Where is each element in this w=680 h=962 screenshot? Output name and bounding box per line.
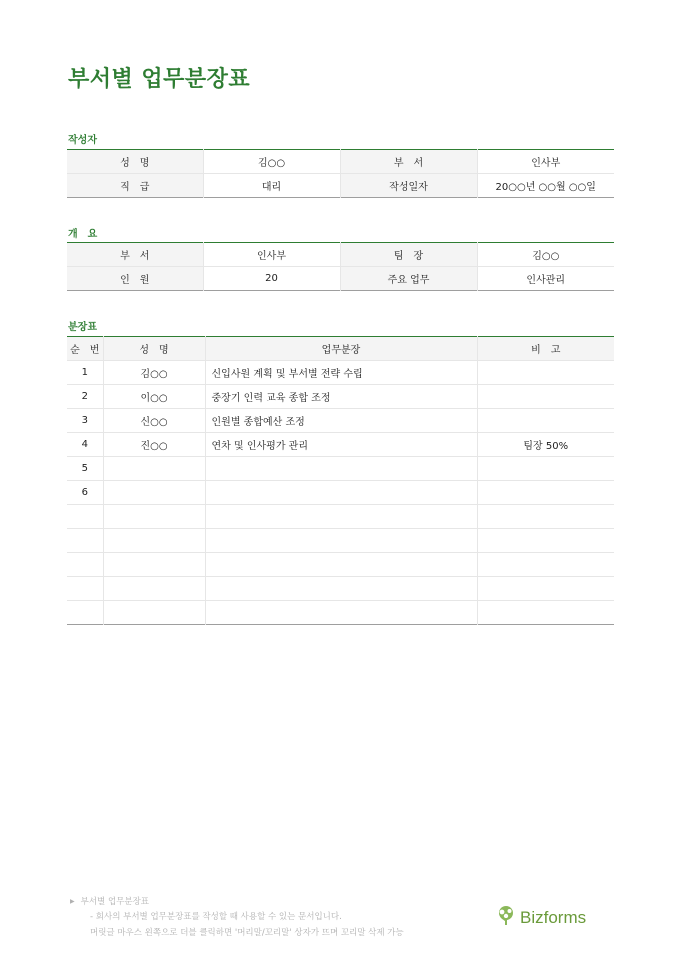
footer-hint: 머릿글 마우스 왼쪽으로 더블 클릭하면 '머리말/꼬리말' 상자가 뜨며 꼬리말 삭제 가능	[90, 928, 404, 938]
name-cell[interactable]: 김○○	[103, 361, 205, 385]
table-row	[67, 361, 614, 385]
overview-section-label: 개 요	[68, 229, 98, 240]
name-cell[interactable]	[103, 481, 205, 505]
seq-cell[interactable]: 4	[67, 433, 103, 457]
date-label: 작성일자	[340, 174, 477, 198]
team-leader-label: 팀 장	[340, 243, 477, 267]
note-cell[interactable]	[477, 553, 614, 577]
headcount-value[interactable]: 20	[203, 267, 340, 291]
header-name: 성 명	[103, 337, 205, 361]
overview-table	[67, 242, 614, 291]
note-cell[interactable]	[477, 409, 614, 433]
seq-cell[interactable]	[67, 601, 103, 625]
duty-cell[interactable]	[205, 553, 477, 577]
name-cell[interactable]	[103, 505, 205, 529]
seq-cell[interactable]: 1	[67, 361, 103, 385]
bizforms-logo[interactable]	[497, 906, 586, 930]
seq-cell[interactable]: 3	[67, 409, 103, 433]
rank-value[interactable]: 대리	[203, 174, 340, 198]
header-duty: 업무분장	[205, 337, 477, 361]
main-duty-value[interactable]: 인사관리	[477, 267, 614, 291]
overview-row	[67, 267, 614, 291]
note-cell[interactable]	[477, 457, 614, 481]
duty-cell[interactable]: 중장기 인력 교육 종합 조정	[205, 385, 477, 409]
duty-cell[interactable]	[205, 481, 477, 505]
duty-cell[interactable]	[205, 457, 477, 481]
note-cell[interactable]	[477, 601, 614, 625]
name-cell[interactable]: 진○○	[103, 433, 205, 457]
duty-cell[interactable]: 연차 및 인사평가 관리	[205, 433, 477, 457]
footer-title	[70, 895, 149, 907]
name-cell[interactable]	[103, 457, 205, 481]
table-row	[67, 433, 614, 457]
author-row	[67, 150, 614, 174]
date-value[interactable]: 20○○년 ○○월 ○○일	[477, 174, 614, 198]
name-cell[interactable]: 신○○	[103, 409, 205, 433]
author-section-label: 작성자	[68, 135, 97, 146]
overview-row	[67, 243, 614, 267]
seq-cell[interactable]	[67, 529, 103, 553]
table-row	[67, 409, 614, 433]
duty-cell[interactable]	[205, 601, 477, 625]
name-label: 성 명	[67, 150, 203, 174]
name-cell[interactable]	[103, 577, 205, 601]
duty-section-label: 분장표	[68, 322, 97, 333]
header-seq: 순 번	[67, 337, 103, 361]
duty-table	[67, 336, 614, 625]
note-cell[interactable]	[477, 385, 614, 409]
main-duty-label: 주요 업무	[340, 267, 477, 291]
table-row	[67, 553, 614, 577]
note-cell[interactable]	[477, 577, 614, 601]
note-cell[interactable]	[477, 361, 614, 385]
table-row	[67, 577, 614, 601]
headcount-label: 인 원	[67, 267, 203, 291]
seq-cell[interactable]	[67, 577, 103, 601]
seq-cell[interactable]: 5	[67, 457, 103, 481]
note-cell[interactable]	[477, 505, 614, 529]
department-label: 부 서	[340, 150, 477, 174]
name-value[interactable]: 김○○	[203, 150, 340, 174]
note-cell[interactable]	[477, 529, 614, 553]
table-row	[67, 481, 614, 505]
duty-cell[interactable]	[205, 529, 477, 553]
page-title: 부서별 업무분장표	[68, 67, 251, 92]
footer-description: - 회사의 부서별 업무분장표를 작성할 때 사용할 수 있는 문서입니다.	[90, 912, 342, 922]
triangle-bullet-icon: ▶	[70, 898, 75, 905]
department-value[interactable]: 인사부	[477, 150, 614, 174]
team-leader-value[interactable]: 김○○	[477, 243, 614, 267]
logo-text: Bizforms	[520, 908, 587, 927]
duty-header-row	[67, 337, 614, 361]
footer-title-text: 부서별 업무분장표	[80, 897, 150, 907]
duty-cell[interactable]: 신입사원 계획 및 부서별 전략 수립	[205, 361, 477, 385]
name-cell[interactable]	[103, 553, 205, 577]
duty-cell[interactable]: 인원별 종합예산 조정	[205, 409, 477, 433]
seq-cell[interactable]: 6	[67, 481, 103, 505]
duty-cell[interactable]	[205, 577, 477, 601]
table-row	[67, 385, 614, 409]
rank-label: 직 급	[67, 174, 203, 198]
table-row	[67, 457, 614, 481]
author-table	[67, 149, 614, 198]
duty-cell[interactable]	[205, 505, 477, 529]
note-cell[interactable]: 팀장 50%	[477, 433, 614, 457]
seq-cell[interactable]: 2	[67, 385, 103, 409]
name-cell[interactable]: 이○○	[103, 385, 205, 409]
table-row	[67, 505, 614, 529]
table-row	[67, 601, 614, 625]
name-cell[interactable]	[103, 529, 205, 553]
header-note: 비 고	[477, 337, 614, 361]
note-cell[interactable]	[477, 481, 614, 505]
seq-cell[interactable]	[67, 553, 103, 577]
department-label: 부 서	[67, 243, 203, 267]
seq-cell[interactable]	[67, 505, 103, 529]
department-value[interactable]: 인사부	[203, 243, 340, 267]
name-cell[interactable]	[103, 601, 205, 625]
table-row	[67, 529, 614, 553]
tree-logo-icon	[497, 906, 515, 930]
author-row	[67, 174, 614, 198]
